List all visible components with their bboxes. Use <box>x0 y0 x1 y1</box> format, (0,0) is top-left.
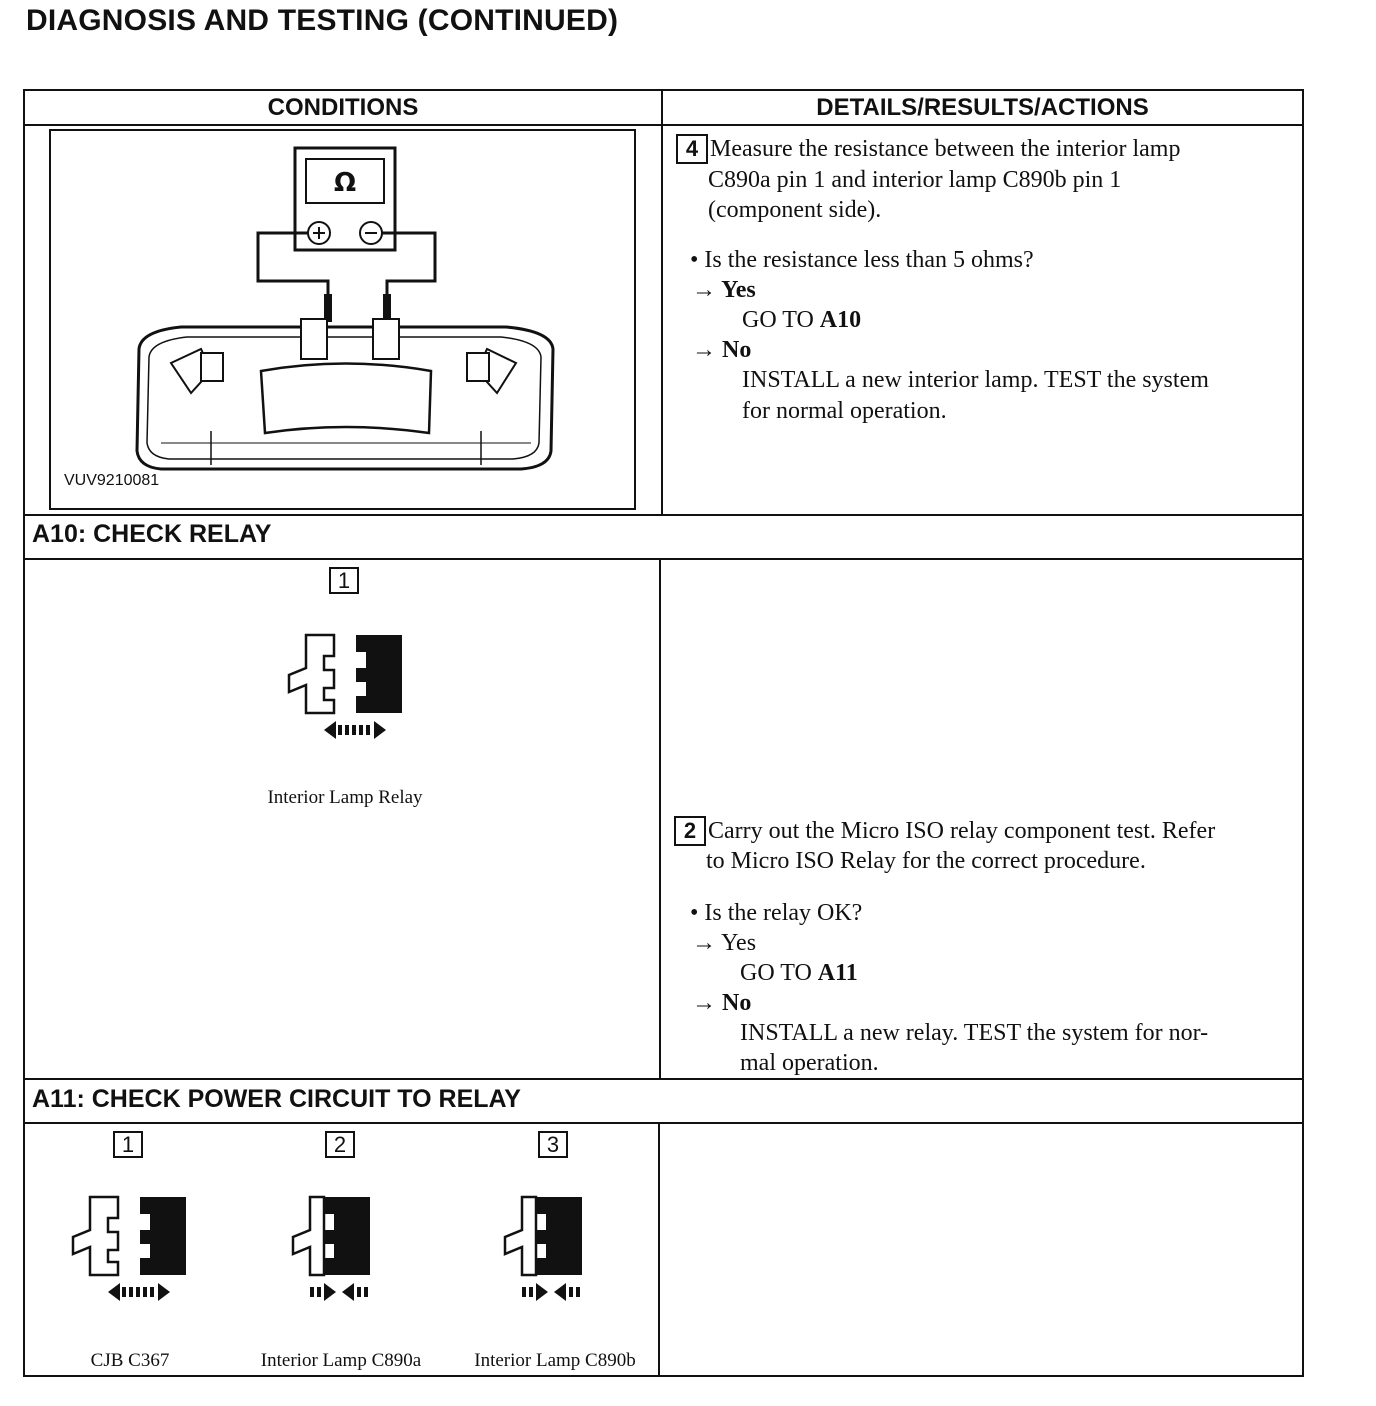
a11-step-1-caption: CJB C367 <box>90 1350 170 1371</box>
conditions-heading: CONDITIONS <box>267 94 419 121</box>
column-divider <box>658 1122 660 1377</box>
relay-disconnect-icon <box>284 630 408 745</box>
connector-disconnect-icon <box>68 1192 192 1307</box>
ohmmeter-figure <box>49 129 636 510</box>
a11-step-2-number: 2 <box>325 1131 355 1158</box>
page-title: DIAGNOSIS AND TESTING (CONTINUED) <box>26 4 619 37</box>
step-4-no-action-2: for normal operation. <box>742 398 947 424</box>
a10-step-2-line-2: to Micro ISO Relay for the correct procedure. <box>706 848 1146 874</box>
a10-yes-action: GO TO A11 <box>740 960 858 986</box>
a10-step-2-line-1: Carry out the Micro ISO relay component test. Refer <box>708 818 1216 844</box>
step-number: 4 <box>676 134 708 164</box>
a10-header-bottom <box>23 558 1304 560</box>
section-a11-title: A11: CHECK POWER CIRCUIT TO RELAY <box>32 1085 521 1113</box>
a11-step-2-caption: Interior Lamp C890a <box>260 1350 422 1371</box>
a10-step-1-caption: Interior Lamp Relay <box>267 787 423 808</box>
step-4-no-label: → No <box>692 337 752 363</box>
step-4-no-action-1: INSTALL a new interior lamp. TEST the system <box>742 367 1209 393</box>
a11-header-bottom <box>23 1122 1304 1124</box>
step-4-line-3: (component side). <box>708 197 882 223</box>
a10-step-1-number: 1 <box>329 567 359 594</box>
a10-no-action-1: INSTALL a new relay. TEST the system for nor- <box>740 1020 1209 1046</box>
header-divider <box>23 124 1304 126</box>
a10-no-label: → No <box>692 990 752 1016</box>
step-4-line-1: Measure the resistance between the interior lamp <box>710 136 1181 162</box>
step-number: 2 <box>674 816 706 846</box>
details-heading: DETAILS/RESULTS/ACTIONS <box>816 94 1149 121</box>
column-divider <box>659 558 661 1079</box>
step-4-line-2: C890a pin 1 and interior lamp C890b pin 1 <box>708 167 1122 193</box>
ohm-symbol: Ω <box>333 168 357 198</box>
step-4-yes-label: → Yes <box>692 277 756 303</box>
a10-header-top <box>23 514 1304 516</box>
lamp-measurement-diagram <box>51 131 634 508</box>
column-divider <box>661 89 663 515</box>
a10-step-2-instruction <box>674 816 1294 846</box>
a11-step-3-number: 3 <box>538 1131 568 1158</box>
step-4-instruction <box>676 134 1296 164</box>
goto-link-a11[interactable]: A11 <box>817 960 858 986</box>
connector-connect-icon <box>500 1192 600 1307</box>
step-4-question: • Is the resistance less than 5 ohms? <box>690 247 1034 273</box>
connector-connect-icon <box>288 1192 388 1307</box>
a11-header-top <box>23 1078 1304 1080</box>
a11-step-3-caption: Interior Lamp C890b <box>474 1350 636 1371</box>
goto-link-a10[interactable]: A10 <box>819 307 862 333</box>
section-a10-title: A10: CHECK RELAY <box>32 520 272 548</box>
a10-no-action-2: mal operation. <box>740 1050 879 1076</box>
a10-yes-label: → Yes <box>692 930 757 956</box>
step-4-yes-action: GO TO A10 <box>742 307 862 333</box>
a11-step-1-number: 1 <box>113 1131 143 1158</box>
figure-code: VUV9210081 <box>64 472 160 489</box>
a10-question: • Is the relay OK? <box>690 900 863 926</box>
